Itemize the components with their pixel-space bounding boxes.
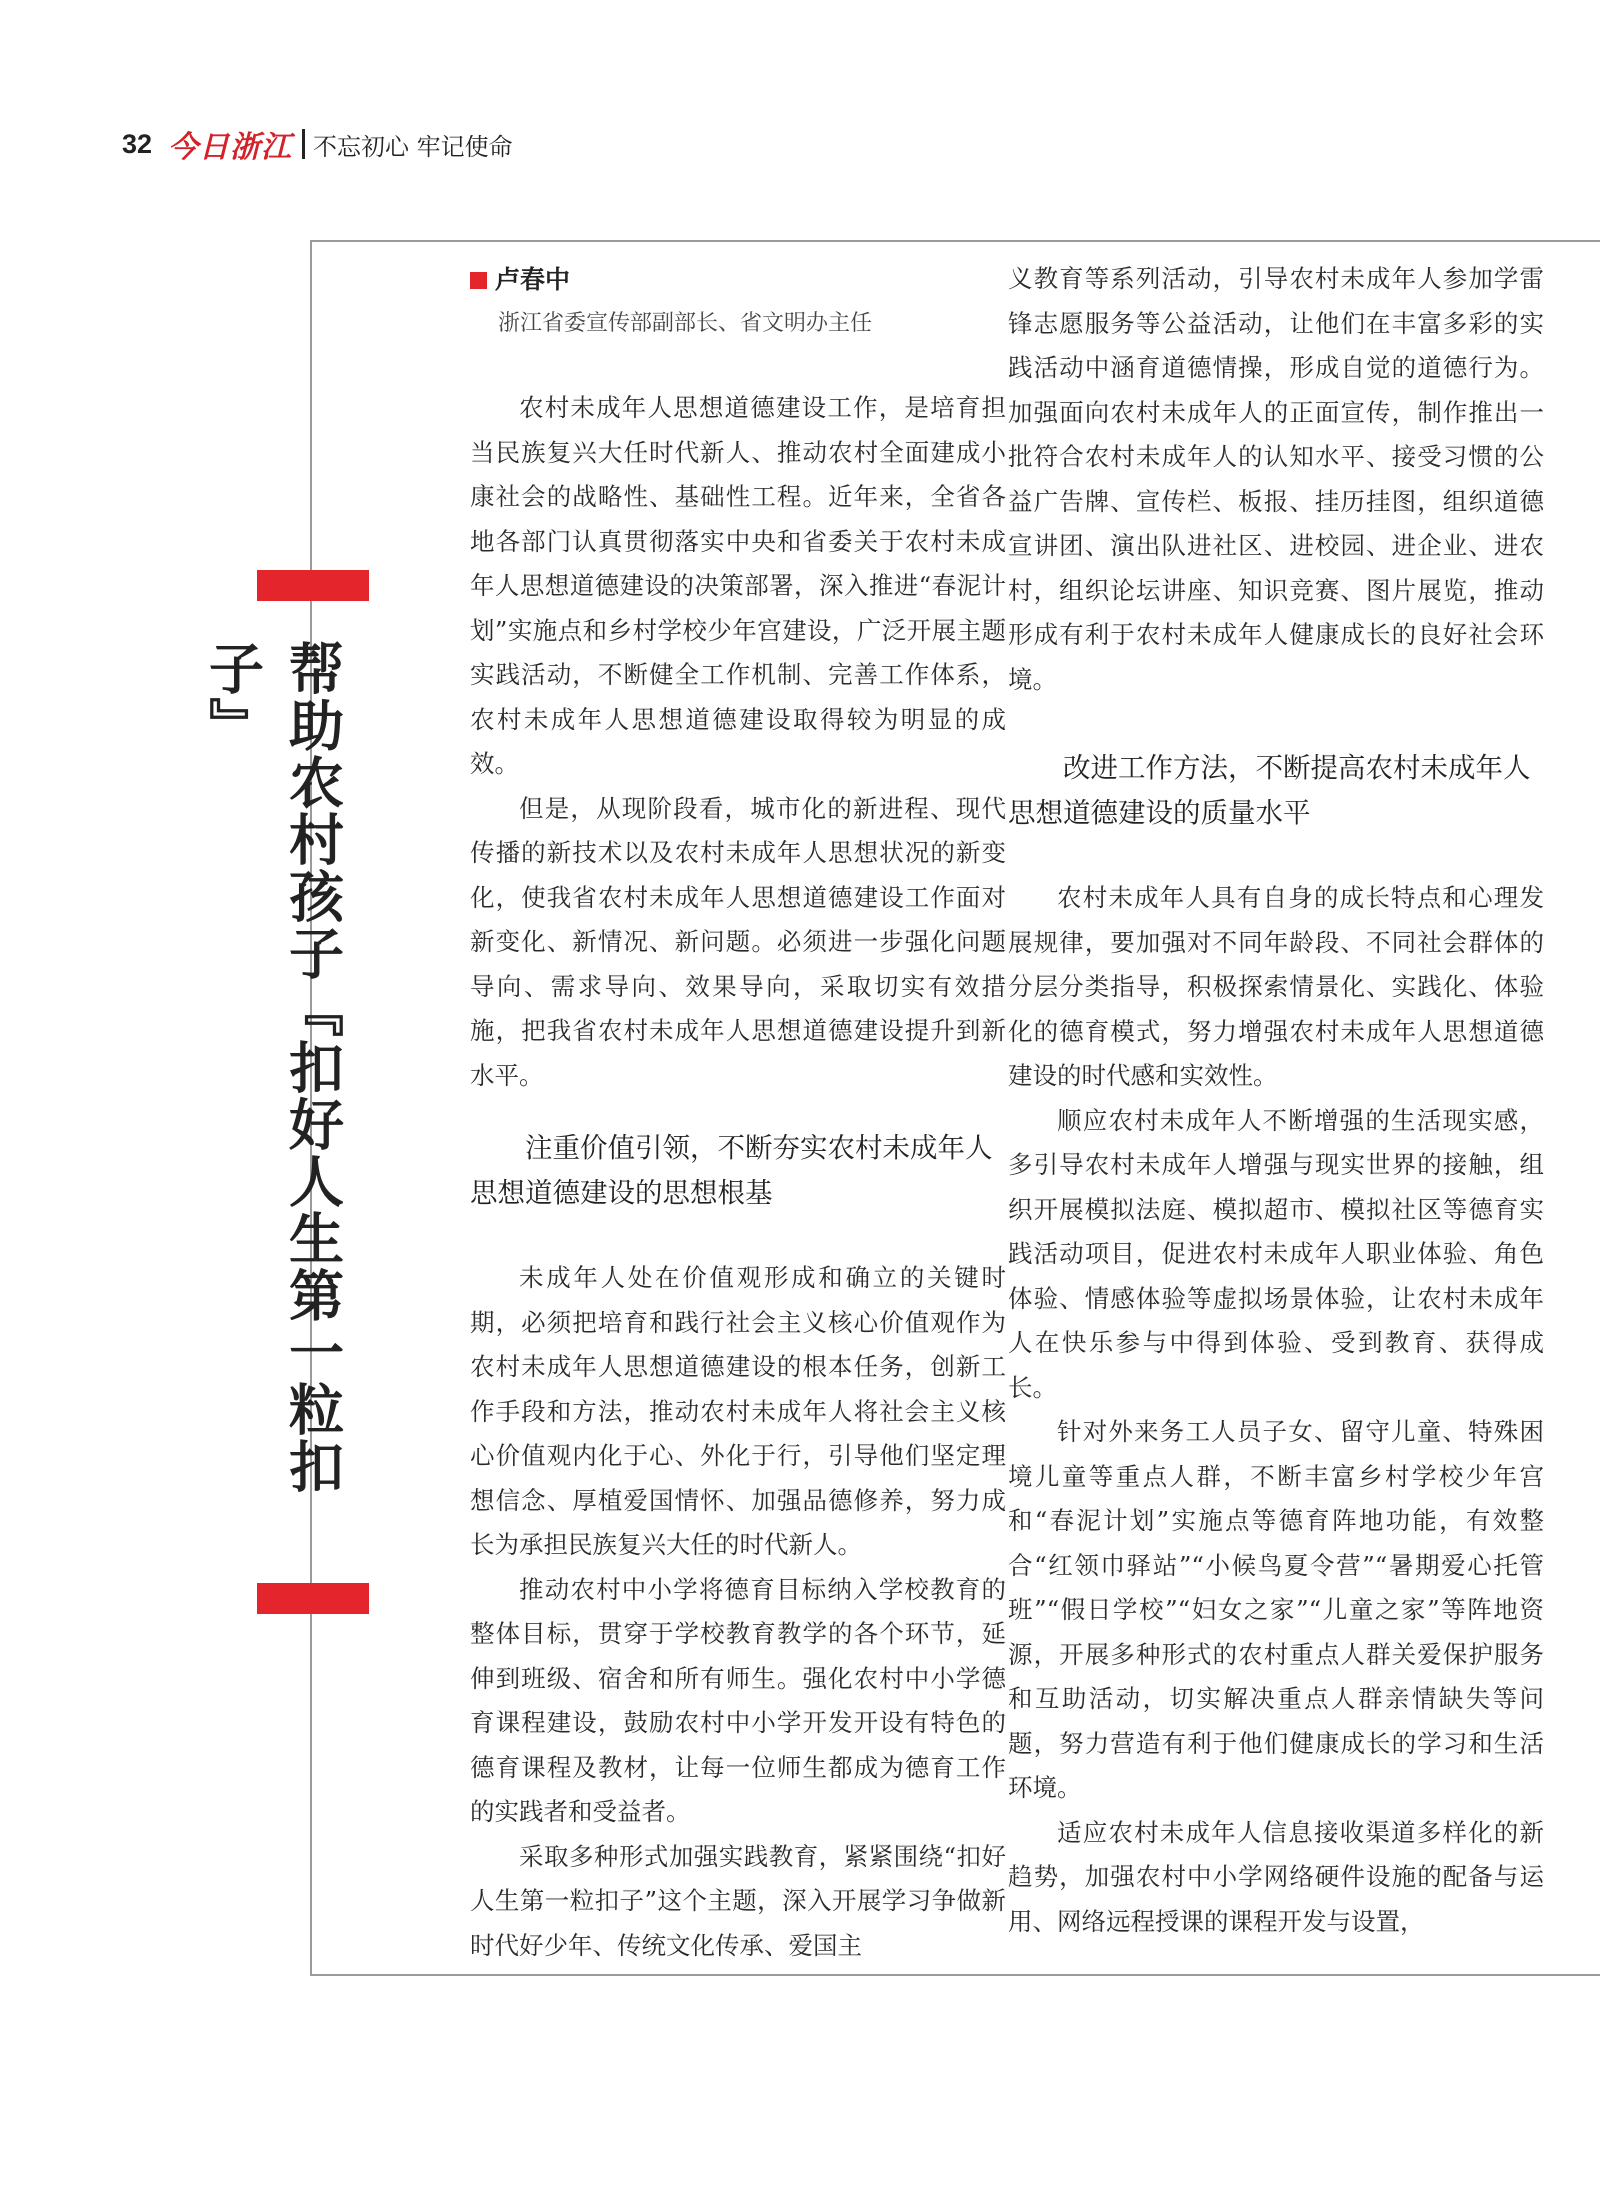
- paragraph: 针对外来务工人员子女、留守儿童、特殊困境儿童等重点人群，不断丰富乡村学校少年宫和“春泥计划”实施点等德育阵地功能，有效整合“红领巾驿站”“小候鸟夏令营”“暑期爱心托管班”“假日学校”“妇女之家”“儿童之家”等阵地资源，开展多种形式的农村重点人群关爱保护服务和互助活动，切实解决重点人群亲情缺失等问题，努力营造有利于他们健康成长的学习和生活环境。: [1008, 1417, 1544, 1802]
- right-column: [1008, 257, 1544, 1944]
- paragraph: 未成年人处在价值观形成和确立的关键时期，必须把培育和践行社会主义核心价值观作为农村未成年人思想道德建设的根本任务，创新工作手段和方法，推动农村未成年人将社会主义核心价值观内化于心、外化于行，引导他们坚定理想信念、厚植爱国情怀、加强品德修养，努力成长为承担民族复兴大任的时代新人。: [470, 1263, 1006, 1559]
- paragraph: 农村未成年人具有自身的成长特点和心理发展规律，要加强对不同年龄段、不同社会群体的分层分类指导，积极探索情景化、实践化、体验化的德育模式，努力增强农村未成年人思想道德建设的时代感和实效性。: [1008, 883, 1544, 1090]
- author-byline: [470, 260, 1006, 300]
- paragraph: 顺应农村未成年人不断增强的生活现实感，多引导农村未成年人增强与现实世界的接触，组织开展模拟法庭、模拟超市、模拟社区等德育实践活动项目，促进农村未成年人职业体验、角色体验、情感体验等虚拟场景体验，让农村未成年人在快乐参与中得到体验、受到教育、获得成长。: [1008, 1105, 1544, 1402]
- section-heading: 注重价值引领，不断夯实农村未成年人思想道德建设的思想根基: [470, 1132, 993, 1209]
- paragraph-continued: 义教育等系列活动，引导农村未成年人参加学雷锋志愿服务等公益活动，让他们在丰富多彩的实践活动中涵育道德情操，形成自觉的道德行为。加强面向农村未成年人的正面宣传，制作推出一批符合农村未成年人的认知水平、接受习惯的公益广告牌、宣传栏、板报、挂历挂图，组织道德宣讲团、演出队进社区、进校园、进企业、进农村，组织论坛讲座、知识竞赛、图片展览，推动形成有利于农村未成年人健康成长的良好社会环境。: [1008, 264, 1544, 694]
- author-name: 卢春中: [495, 264, 571, 294]
- header-divider: [302, 129, 305, 159]
- page-header: [122, 124, 513, 164]
- author-marker-icon: [470, 272, 487, 289]
- paragraph: 推动农村中小学将德育目标纳入学校教育的整体目标，贯穿于学校教育教学的各个环节，延伸到班级、宿舍和所有师生。强化农村中小学德育课程建设，鼓励农村中小学开发开设有特色的德育课程及教材，让每一位师生都成为德育工作的实践者和受益者。: [470, 1574, 1006, 1826]
- magazine-logo: 今日浙江: [168, 130, 293, 165]
- title-accent-bar-bottom: [257, 1583, 369, 1614]
- paragraph: 采取多种形式加强实践教育，紧紧围绕“扣好人生第一粒扣子”这个主题，深入开展学习争做新时代好少年、传统文化传承、爱国主: [470, 1841, 1006, 1960]
- page-number: 32: [122, 128, 153, 159]
- left-column: [470, 260, 1006, 1968]
- frame-bottom-rule: [310, 1974, 1600, 1976]
- header-slogan: 不忘初心 牢记使命: [313, 132, 513, 161]
- author-title: 浙江省委宣传部副部长、省文明办主任: [498, 311, 873, 336]
- article-title: 帮助农村孩子『扣好人生第一粒扣子』: [200, 640, 345, 1495]
- title-accent-bar-top: [257, 570, 369, 601]
- paragraph: 农村未成年人思想道德建设工作，是培育担当民族复兴大任时代新人、推动农村全面建成小康社会的战略性、基础性工程。近年来，全省各地各部门认真贯彻落实中央和省委关于农村未成年人思想道德建设的决策部署，深入推进“春泥计划”实施点和乡村学校少年宫建设，广泛开展主题实践活动，不断健全工作机制、完善工作体系，农村未成年人思想道德建设取得较为明显的成效。: [470, 393, 1006, 778]
- frame-top-rule: [310, 240, 1600, 242]
- section-heading: 改进工作方法，不断提高农村未成年人思想道德建设的质量水平: [1008, 752, 1531, 829]
- paragraph: 但是，从现阶段看，城市化的新进程、现代传播的新技术以及农村未成年人思想状况的新变化，使我省农村未成年人思想道德建设工作面对新变化、新情况、新问题。必须进一步强化问题导向、需求导向、效果导向，采取切实有效措施，把我省农村未成年人思想道德建设提升到新水平。: [470, 793, 1006, 1090]
- paragraph: 适应农村未成年人信息接收渠道多样化的新趋势，加强农村中小学网络硬件设施的配备与运用、网络远程授课的课程开发与设置，: [1008, 1817, 1544, 1936]
